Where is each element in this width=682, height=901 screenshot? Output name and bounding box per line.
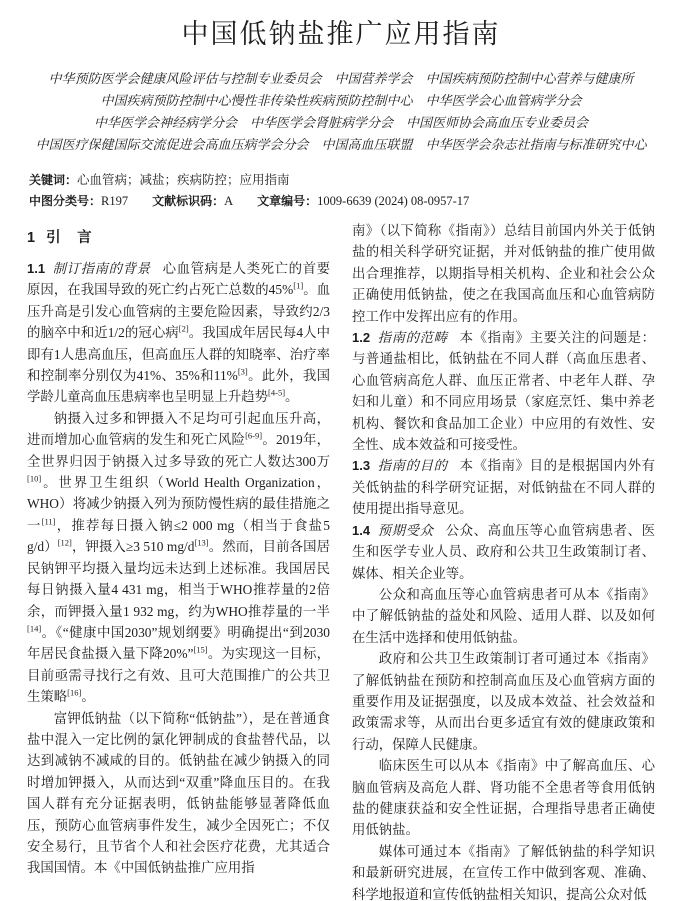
doc-code-label: 文献标识码： xyxy=(152,194,225,208)
reference-superscript: [13] xyxy=(194,537,209,548)
body-paragraph: 1.2 指南的范畴 本《指南》主要关注的问题是：与普通盐相比，低钠盐在不同人群（高血压患者、心血管病高危人群、血压正常者、中老年人群、孕妇和儿童）和不同应用场景（家庭烹饪、集中养老机构、餐饮和食品加工企业）中应用的有效性、安全性、成本效益和可接受性。 xyxy=(352,330,656,453)
paragraph-head: 预期受众 xyxy=(377,522,434,538)
body-paragraph: 富钾低钠盐（以下简称“低钠盐”），是在普通食盐中混入一定比例的氯化钾制成的食盐替代品，以达到减钠不减咸的目的。低钠盐在减少钠摄入的同时增加钾摄入，从而达到“双重”降血压目的。在我国人群有充分证据表明，低钠盐能够显著降低血压，预防心血管病事件发生，减少全因死亡；不仅安全易行，且节省个人和社会医疗花费，尤其适合我国国情。本《中国低钠盐推广应用指 xyxy=(27,710,330,876)
body-paragraph: 钠摄入过多和钾摄入不足均可引起血压升高，进而增加心血管病的发生和死亡风险[6-9]。2019年，全世界归因于钠摄入过多导致的死亡人数达300万[10]。世界卫生组织（World Health Organization，WHO）将减少钠摄入列为预防慢性病的最佳措施之一[11]，推荐每日摄入钠≤2 000 mg（相当于食盐5 g/d）[12]，钾摄入≥3 510 mg/d[13]。然而，目前各国居民钠钾平均摄入量均远未达到上述标准。我国居民每日钠摄入量4 431 mg，相当于WHO推荐量的2倍余，而钾摄入量1 932 mg，约为WHO推荐量的一半[14]。《“健康中国2030”规划纲要》明确提出“到2030年居民食盐摄入量下降20%”[15]。为实现这一目标，目前亟需寻找行之有效、且可大范围推广的公共卫生策略[16]。 xyxy=(27,410,331,705)
section-heading xyxy=(27,226,330,247)
reference-superscript: [12] xyxy=(57,537,72,548)
reference-superscript: [10] xyxy=(27,473,42,484)
article-id-value: 1009-6639 (2024) 08-0957-17 xyxy=(317,194,470,208)
body-paragraph: 1.1 制订指南的背景 心血管病是人类死亡的首要原因，在我国导致的死亡约占死亡总数的45%[1]。血压升高是引发心血管病的主要危险因素，导致约2/3的脑卒中和近1/2的冠心病[2]。我国成年居民每4人中即有1人患高血压，但高血压人群的知晓率、治疗率和控制率分别仅为41%、35%和11%[3]。此外，我国学龄儿童高血压患病率也呈明显上升趋势[4-5]。 xyxy=(27,261,331,405)
keywords-text: 心血管病；减盐；疾病防控；应用指南 xyxy=(77,173,290,187)
reference-superscript: [2] xyxy=(178,323,189,334)
reference-superscript: [6-9] xyxy=(245,430,263,441)
affiliation-line: 中华预防医学会健康风险评估与控制专业委员会 中国营养学会 中国疾病预防控制中心营养与健康所 xyxy=(48,71,634,86)
reference-superscript: [14] xyxy=(27,623,42,634)
article-id-label: 文章编号： xyxy=(257,194,318,208)
body-paragraph: 南》（以下简称《指南》）总结目前国内外关于低钠盐的相关科学研究证据，并对低钠盐的推广使用做出合理推荐，以期指导相关机构、企业和社会公众正确使用低钠盐，使之在我国高血压和心血管病防控工作中发挥出应有的作用。 xyxy=(352,223,655,324)
column-left xyxy=(27,220,330,901)
classification-row xyxy=(29,191,655,212)
column-right xyxy=(352,220,655,901)
affiliation-line: 中国医疗保健国际交流促进会高血压病学会分会 中国高血压联盟 中华医学会杂志社指南与标准研究中心 xyxy=(35,137,647,152)
body-paragraph: 1.4 预期受众 公众、高血压等心血管病患者、医生和医学专业人员、政府和公共卫生政策制订者、媒体、相关企业等。 xyxy=(352,522,656,581)
paper-title: 中国低钠盐推广应用指南 xyxy=(181,19,501,49)
body-columns xyxy=(27,220,655,901)
reference-superscript: [4-5] xyxy=(268,387,286,398)
body-paragraph: 临床医生可以从本《指南》中了解高血压、心脑血管病及高危人群、肾功能不全患者等食用低钠盐的健康获益和安全性证据，合理指导患者正确使用低钠盐。 xyxy=(352,758,655,838)
affiliation-line: 中华医学会神经病学分会 中华医学会肾脏病学分会 中国医师协会高血压专业委员会 xyxy=(93,115,588,130)
body-paragraph: 媒体可通过本《指南》了解低钠盐的科学知识和最新研究进展，在宣传工作中做到客观、准确、科学地报道和宣传低钠盐相关知识，提高公众对低 xyxy=(352,843,655,901)
reference-superscript: [15] xyxy=(193,644,208,655)
paragraph-number: 1.3 xyxy=(352,458,371,474)
reference-superscript: [16] xyxy=(67,687,82,698)
keywords-label: 关键词： xyxy=(29,173,78,187)
paragraph-number: 1.2 xyxy=(352,330,371,346)
body-paragraph: 公众和高血压等心血管病患者可从本《指南》中了解低钠盐的益处和风险、适用人群、以及如何在生活中选择和使用低钠盐。 xyxy=(352,586,655,645)
doc-code-value: A xyxy=(224,194,234,208)
body-paragraph: 1.3 指南的目的 本《指南》目的是根据国内外有关低钠盐的科学研究证据，对低钠盐在不同人群的使用提出指导意见。 xyxy=(352,458,656,517)
keywords-row xyxy=(29,170,655,191)
reference-superscript: [11] xyxy=(41,516,56,527)
paragraph-head: 制订指南的背景 xyxy=(52,261,151,276)
paragraph-number: 1.1 xyxy=(27,261,46,276)
paragraph-head: 指南的目的 xyxy=(377,458,448,474)
clc-value: R197 xyxy=(101,194,129,208)
paragraph-number: 1.4 xyxy=(352,522,371,538)
affiliation-line: 中国疾病预防控制中心慢性非传染性疾病预防控制中心 中华医学会心血管病学分会 xyxy=(100,93,582,108)
body-paragraph: 政府和公共卫生政策制订者可通过本《指南》了解低钠盐在预防和控制高血压及心血管病方面的重要作用及证据强度，以及成本效益、社会效益和政策需求等，从而出台更多适宜有效的健康政策和行动，保障人民健康。 xyxy=(352,651,655,752)
section-title: 引 言 xyxy=(46,230,93,246)
paragraph-head: 指南的范畴 xyxy=(377,330,448,346)
affiliations-block xyxy=(27,68,655,156)
section-number: 1 xyxy=(27,230,37,246)
clc-label: 中图分类号： xyxy=(29,194,102,208)
reference-superscript: [3] xyxy=(237,366,248,377)
article-meta xyxy=(29,170,655,212)
reference-superscript: [1] xyxy=(293,280,304,291)
